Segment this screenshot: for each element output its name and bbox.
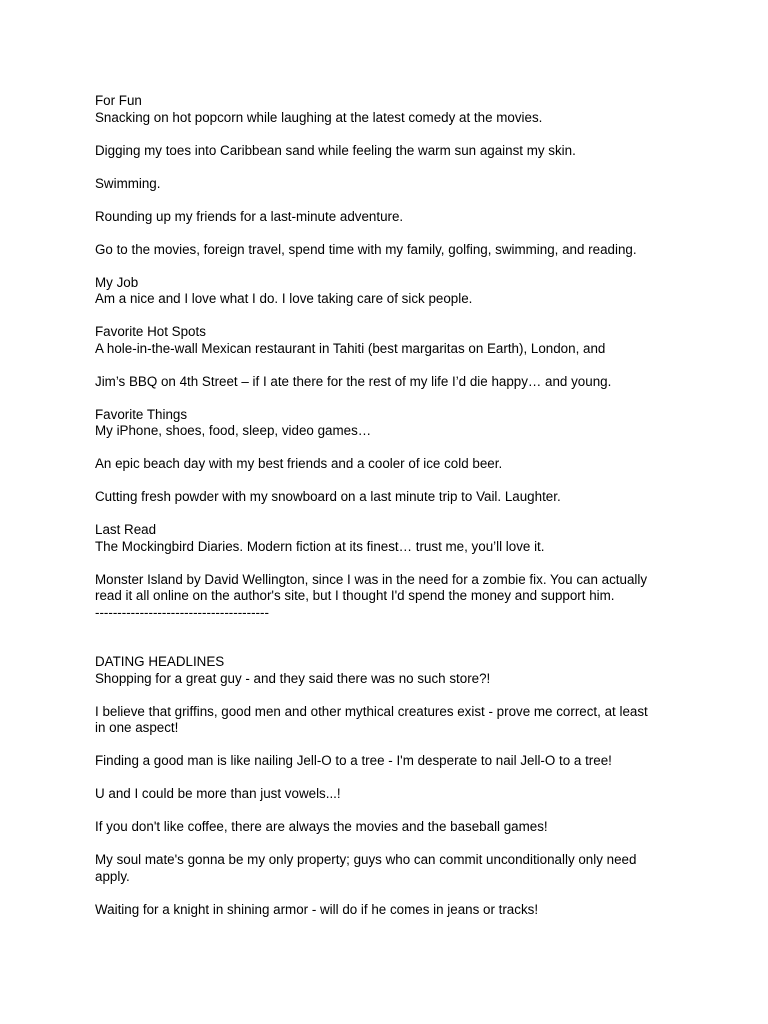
text-line: Go to the movies, foreign travel, spend time with my family, golfing, swimming, and reading. xyxy=(95,241,637,257)
text-line: If you don't like coffee, there are always the movies and the baseball games! xyxy=(95,819,548,834)
text-line: The Mockingbird Diaries. Modern fiction at its finest… trust me, you’ll love it. xyxy=(95,538,545,554)
section-heading-my-job: My Job xyxy=(95,274,139,290)
text-line: apply. xyxy=(95,868,130,884)
text-line: Am a nice and I love what I do. I love taking care of sick people. xyxy=(95,291,473,306)
divider: --------------------------------------- xyxy=(95,604,269,620)
text-line: Snacking on hot popcorn while laughing at the latest comedy at the movies. xyxy=(95,109,543,125)
text-line: I believe that griffins, good men and other mythical creatures exist - prove me correct, at least xyxy=(95,703,648,719)
text-line: An epic beach day with my best friends and a cooler of ice cold beer. xyxy=(95,456,503,471)
text-line: Rounding up my friends for a last-minute adventure. xyxy=(95,208,404,224)
text-line: in one aspect! xyxy=(95,720,179,735)
text-line: Cutting fresh powder with my snowboard on a last minute trip to Vail. Laughter. xyxy=(95,489,561,504)
text-line: Finding a good man is like nailing Jell-O to a tree - I'm desperate to nail Jell-O to a tree! xyxy=(95,753,612,768)
text-line: Waiting for a knight in shining armor - will do if he comes in jeans or tracks! xyxy=(95,901,539,917)
section-heading-favorite-things: Favorite Things xyxy=(95,406,188,422)
text-line: Digging my toes into Caribbean sand while feeling the warm sun against my skin. xyxy=(95,142,576,158)
text-line: Shopping for a great guy - and they said there was no such store?! xyxy=(95,670,491,686)
text-line: read it all online on the author's site, but I thought I'd spend the money and support him. xyxy=(95,588,615,603)
section-heading-hot-spots: Favorite Hot Spots xyxy=(95,324,206,339)
text-line: Jim’s BBQ on 4th Street – if I ate there for the rest of my life I’d die happy… and young. xyxy=(95,373,612,389)
section-heading-for-fun: For Fun xyxy=(95,93,142,108)
text-line: Swimming. xyxy=(95,175,161,191)
section-heading-dating-headlines: DATING HEADLINES xyxy=(95,654,225,669)
text-line: My soul mate's gonna be my only property; guys who can commit unconditionally only need xyxy=(95,852,637,867)
text-line: U and I could be more than just vowels...! xyxy=(95,786,341,801)
text-line: Monster Island by David Wellington, since I was in the need for a zombie fix. You can actually xyxy=(95,571,648,587)
text-line: My iPhone, shoes, food, sleep, video games… xyxy=(95,423,372,438)
text-line: A hole-in-the-wall Mexican restaurant in Tahiti (best margaritas on Earth), London, and xyxy=(95,340,606,356)
section-heading-last-read: Last Read xyxy=(95,522,157,537)
